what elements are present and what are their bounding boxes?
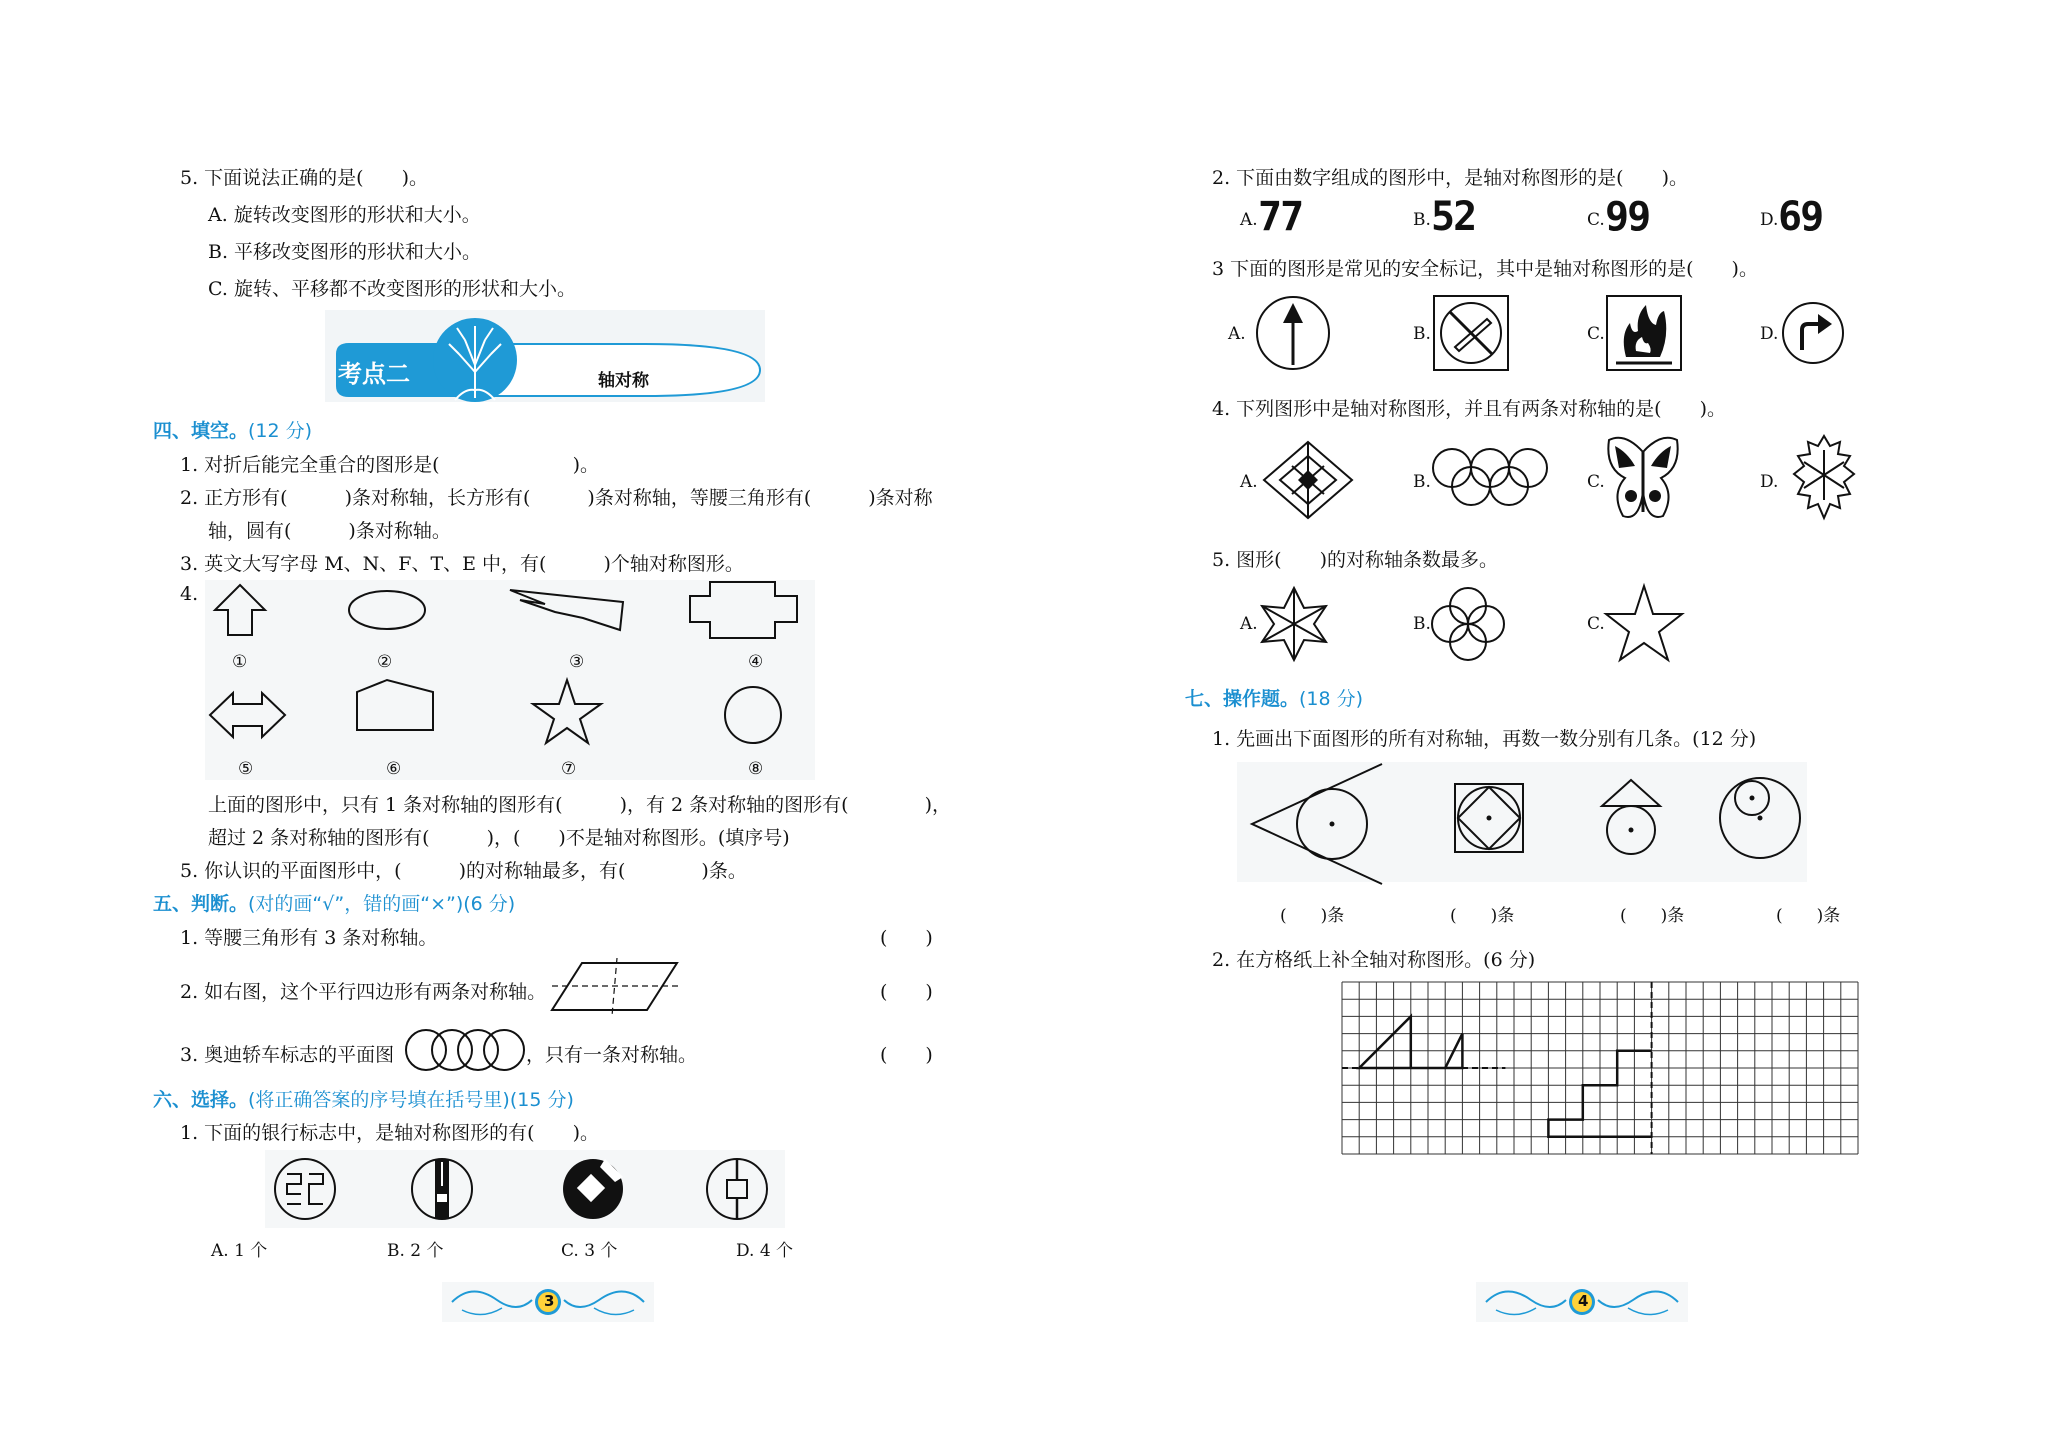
q5-option-b: B. (1413, 614, 1431, 634)
s5-q3-paren: ( ) (880, 1044, 933, 1066)
right-q3-stem: 3 下面的图形是常见的安全标记，其中是轴对称图形的是( )。 (1212, 258, 1758, 280)
q3-option-b: B. (1413, 324, 1431, 344)
badge-label: 考点二 (338, 360, 410, 388)
five-point-star-icon (1604, 584, 1684, 664)
s4-q3: 3. 英文大写字母 M、N、F、T、E 中，有( )个轴对称图形。 (180, 553, 744, 575)
q4-option-d: D. (1760, 472, 1779, 492)
q2-option-a-label: A. (1240, 210, 1258, 230)
six-point-star-icon (1258, 586, 1330, 662)
page-number-4: 4 (1578, 1292, 1589, 1310)
q5-option-c: C. (1587, 614, 1605, 634)
four-circles-icon (1430, 586, 1506, 662)
left-q5-stem: 5. 下面说法正确的是( )。 (180, 167, 428, 189)
parallelogram-figure (552, 958, 682, 1016)
q2-option-d-label: D. (1760, 210, 1779, 230)
page-number-3: 3 (544, 1292, 555, 1310)
s7-q2: 2. 在方格纸上补全轴对称图形。(6 分) (1212, 949, 1536, 971)
bank-logos-figure (265, 1150, 785, 1228)
q4-option-b: B. (1413, 472, 1431, 492)
s7-answer-1: ( )条 (1280, 906, 1345, 926)
right-q2-stem: 2. 下面由数字组成的图形中，是轴对称图形的是( )。 (1212, 167, 1688, 189)
q4-option-a: A. (1240, 472, 1258, 492)
q5-option-a: A. (1240, 614, 1258, 634)
section-6-points: (将正确答案的序号填在括号里)(15 分) (248, 1089, 574, 1111)
arrow-up-sign-icon (1255, 295, 1331, 371)
s5-q3-part2: ，只有一条对称轴。 (526, 1044, 698, 1066)
s4-q2-line1: 2. 正方形有( )条对称轴，长方形有( )条对称轴，等腰三角形有( )条对称 (180, 487, 933, 509)
knot-pattern-icon (1262, 440, 1354, 520)
q3-option-a: A. (1228, 324, 1246, 344)
s7-answer-4: ( )条 (1776, 906, 1841, 926)
olympic-rings-icon (1430, 448, 1550, 508)
shape-label-5: ⑤ (238, 759, 254, 779)
s6-option-d: D. 4 个 (736, 1241, 794, 1261)
s7-answer-3: ( )条 (1620, 906, 1685, 926)
section-5-heading: 五、判断。 (153, 893, 249, 915)
section-7-title (1185, 684, 1363, 711)
q3-option-d: D. (1760, 324, 1779, 344)
shape-label-4: ④ (748, 652, 764, 672)
right-q5-stem: 5. 图形( )的对称轴条数最多。 (1212, 549, 1498, 571)
s5-q1-paren: ( ) (880, 927, 933, 949)
left-q5-option-c: C. 旋转、平移都不改变图形的形状和大小。 (208, 278, 576, 300)
q3-option-c: C. (1587, 324, 1605, 344)
section-5-points: (对的画“√”，错的画“×”)(6 分) (248, 893, 516, 915)
section-6-title (153, 1085, 574, 1112)
s6-q1: 1. 下面的银行标志中，是轴对称图形的有( )。 (180, 1122, 599, 1144)
section-7-heading: 七、操作题。 (1185, 688, 1300, 710)
left-q5-option-a: A. 旋转改变图形的形状和大小。 (208, 204, 481, 226)
shape-label-2: ② (377, 652, 393, 672)
section-6-heading: 六、选择。 (153, 1089, 249, 1111)
s7-q1-figures (1237, 762, 1807, 882)
s7-q1: 1. 先画出下面图形的所有对称轴，再数一数分别有几条。(12 分) (1212, 728, 1757, 750)
badge-topic: 轴对称 (598, 371, 649, 391)
q4-option-c: C. (1587, 472, 1605, 492)
s4-q4-num: 4. (180, 583, 199, 605)
fire-sign-icon (1606, 295, 1682, 371)
q2-option-a-digits: 77 (1258, 194, 1303, 240)
q2-option-d-digits: 69 (1778, 194, 1823, 240)
turn-right-sign-icon (1780, 300, 1846, 366)
s5-q1: 1. 等腰三角形有 3 条对称轴。 (180, 927, 438, 949)
shape-label-3: ③ (569, 652, 585, 672)
butterfly-icon (1605, 432, 1681, 528)
audi-rings-icon (404, 1026, 524, 1074)
partial-triangles-shape (1359, 1016, 1462, 1068)
section-4-points: (12 分) (248, 420, 313, 442)
left-q5-option-b: B. 平移改变图形的形状和大小。 (208, 241, 482, 263)
s4-q5: 5. 你认识的平面图形中，( )的对称轴最多，有( )条。 (180, 860, 747, 882)
no-smoking-sign-icon (1433, 295, 1509, 371)
shape-label-8: ⑧ (748, 759, 764, 779)
s4-q2-line2: 轴，圆有( )条对称轴。 (208, 520, 451, 542)
square-grid-paper (1342, 982, 1858, 1154)
section-4-heading: 四、填空。 (153, 420, 249, 442)
section-7-points: (18 分) (1299, 688, 1364, 710)
snowflake-icon (1782, 432, 1866, 522)
s6-option-b: B. 2 个 (387, 1241, 444, 1261)
s4-q1: 1. 对折后能完全重合的图形是( )。 (180, 454, 599, 476)
s5-q2-paren: ( ) (880, 981, 933, 1003)
s6-option-c: C. 3 个 (561, 1241, 618, 1261)
shape-label-1: ① (232, 652, 248, 672)
right-q4-stem: 4. 下列图形中是轴对称图形，并且有两条对称轴的是( )。 (1212, 398, 1726, 420)
s4-q4-text2: 超过 2 条对称轴的图形有( )，( )不是轴对称图形。(填序号) (208, 827, 790, 849)
q2-option-b-label: B. (1413, 210, 1431, 230)
shape-label-7: ⑦ (561, 759, 577, 779)
s4-shapes-figure (205, 580, 815, 780)
shape-label-6: ⑥ (386, 759, 402, 779)
section-5-title (153, 889, 515, 916)
section-4-title (153, 416, 312, 443)
s5-q2: 2. 如右图，这个平行四边形有两条对称轴。 (180, 981, 547, 1003)
q2-option-c-label: C. (1587, 210, 1605, 230)
q2-option-b-digits: 52 (1431, 194, 1476, 240)
q2-option-c-digits: 99 (1605, 194, 1650, 240)
s5-q3-part1: 3. 奥迪轿车标志的平面图 (180, 1044, 395, 1066)
s4-q4-text1: 上面的图形中，只有 1 条对称轴的图形有( )，有 2 条对称轴的图形有( )， (208, 794, 951, 816)
bank-logo-3-icon (563, 1159, 623, 1219)
s6-option-a: A. 1 个 (211, 1241, 268, 1261)
s7-answer-2: ( )条 (1450, 906, 1515, 926)
